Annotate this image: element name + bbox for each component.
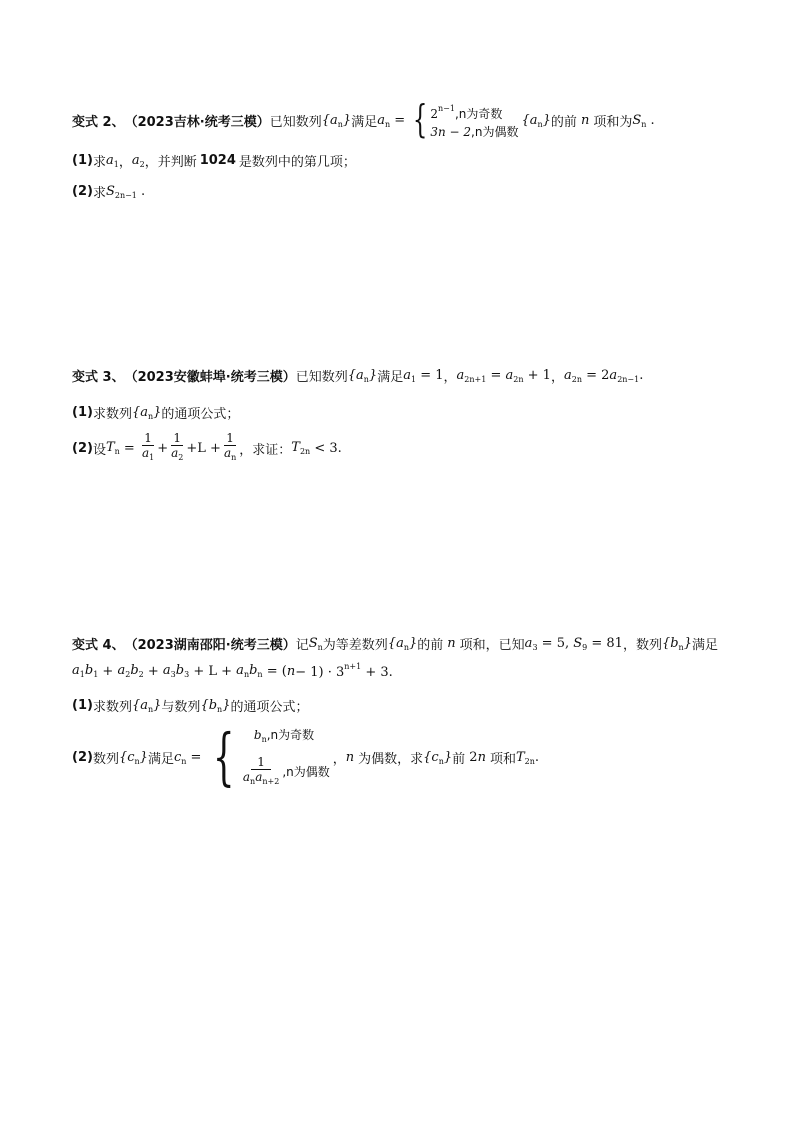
v2-source: （2023吉林·统考三模）: [124, 115, 270, 130]
v4-piecewise: { $b_n,n$为奇数 $\frac{1}{a_na_{n+2}}$ ,n为偶数: [213, 720, 330, 793]
v2-q1: (1) 求 $a_1$ ， $a_2$ ，并判断 1024 是数列中的第几项；: [72, 152, 356, 170]
v2-piecewise: { $2^{n-1},n$为奇数 3n − 2,n为偶数: [412, 97, 519, 141]
v4-stem-cont: $a_1b_1$ + $a_2b_2$ + $a_3b_3$ + L + $a_nb_n$ = ( n − $1) \cdot 3^{n+1} + 3$.: [72, 662, 393, 680]
v4-stem: 变式 4、 （2023湖南邵阳·统考三模） 记 $S_n$ 为等差数列 $\{a_n\}$ 的前 n 项和，已知 $a_3$ = 5, $S_9$ = 81 ，数列 $\{b_n\}$ 满足: [72, 635, 718, 653]
v3-source: （2023安徽蚌埠·统考三模）: [124, 370, 296, 385]
v2-stem: 变式 2、 （2023吉林·统考三模） 已知数列 $\{a_n\}$ 满足 $a_n$ = { $2^{n-1},n$为奇数 3n − 2,n为偶数 $\{a_n\}$ 的前 n 项和为 $S_n$ .: [72, 97, 655, 141]
v3-stem: 变式 3、 （2023安徽蚌埠·统考三模） 已知数列 $\{a_n\}$ 满足 $a_1$ = 1 ， $a_{2n+1}$ = $a_{2n}$ + 1 ， $a_{2n}$ = 2 $a_{2n-1}$ .: [72, 367, 644, 385]
v2-label: 变式 2、: [72, 115, 125, 130]
v3-q2: (2) 设 $T_n$ = $\frac{1}{a_1}$ + $\frac{1}{a_2}$ + L + $\frac{1}{a_n}$ ，求证： $T_{2n}$ < 3.: [72, 431, 342, 462]
v3-label: 变式 3、: [72, 370, 125, 385]
v4-q1: (1) 求数列 $\{a_n\}$ 与数列 $\{b_n\}$ 的通项公式；: [72, 697, 309, 715]
v4-source: （2023湖南邵阳·统考三模）: [124, 638, 296, 653]
v2-q2: (2) 求 $S_{2n-1}$ .: [72, 183, 146, 201]
v2-seq-an: $\{a_n\}$: [321, 112, 352, 129]
v4-label: 变式 4、: [72, 638, 125, 653]
v3-q1: (1) 求数列 $\{a_n\}$ 的通项公式；: [72, 404, 240, 422]
v4-q2: (2) 数列 $\{c_n\}$ 满足 $c_n$ = { $b_n,n$为奇数 $\frac{1}{a_na_{n+2}}$ ,n为偶数 ， n 为偶数，求 $\{c_n\}$ 前 2 n 项和 $T_{2n}$ .: [72, 720, 540, 793]
